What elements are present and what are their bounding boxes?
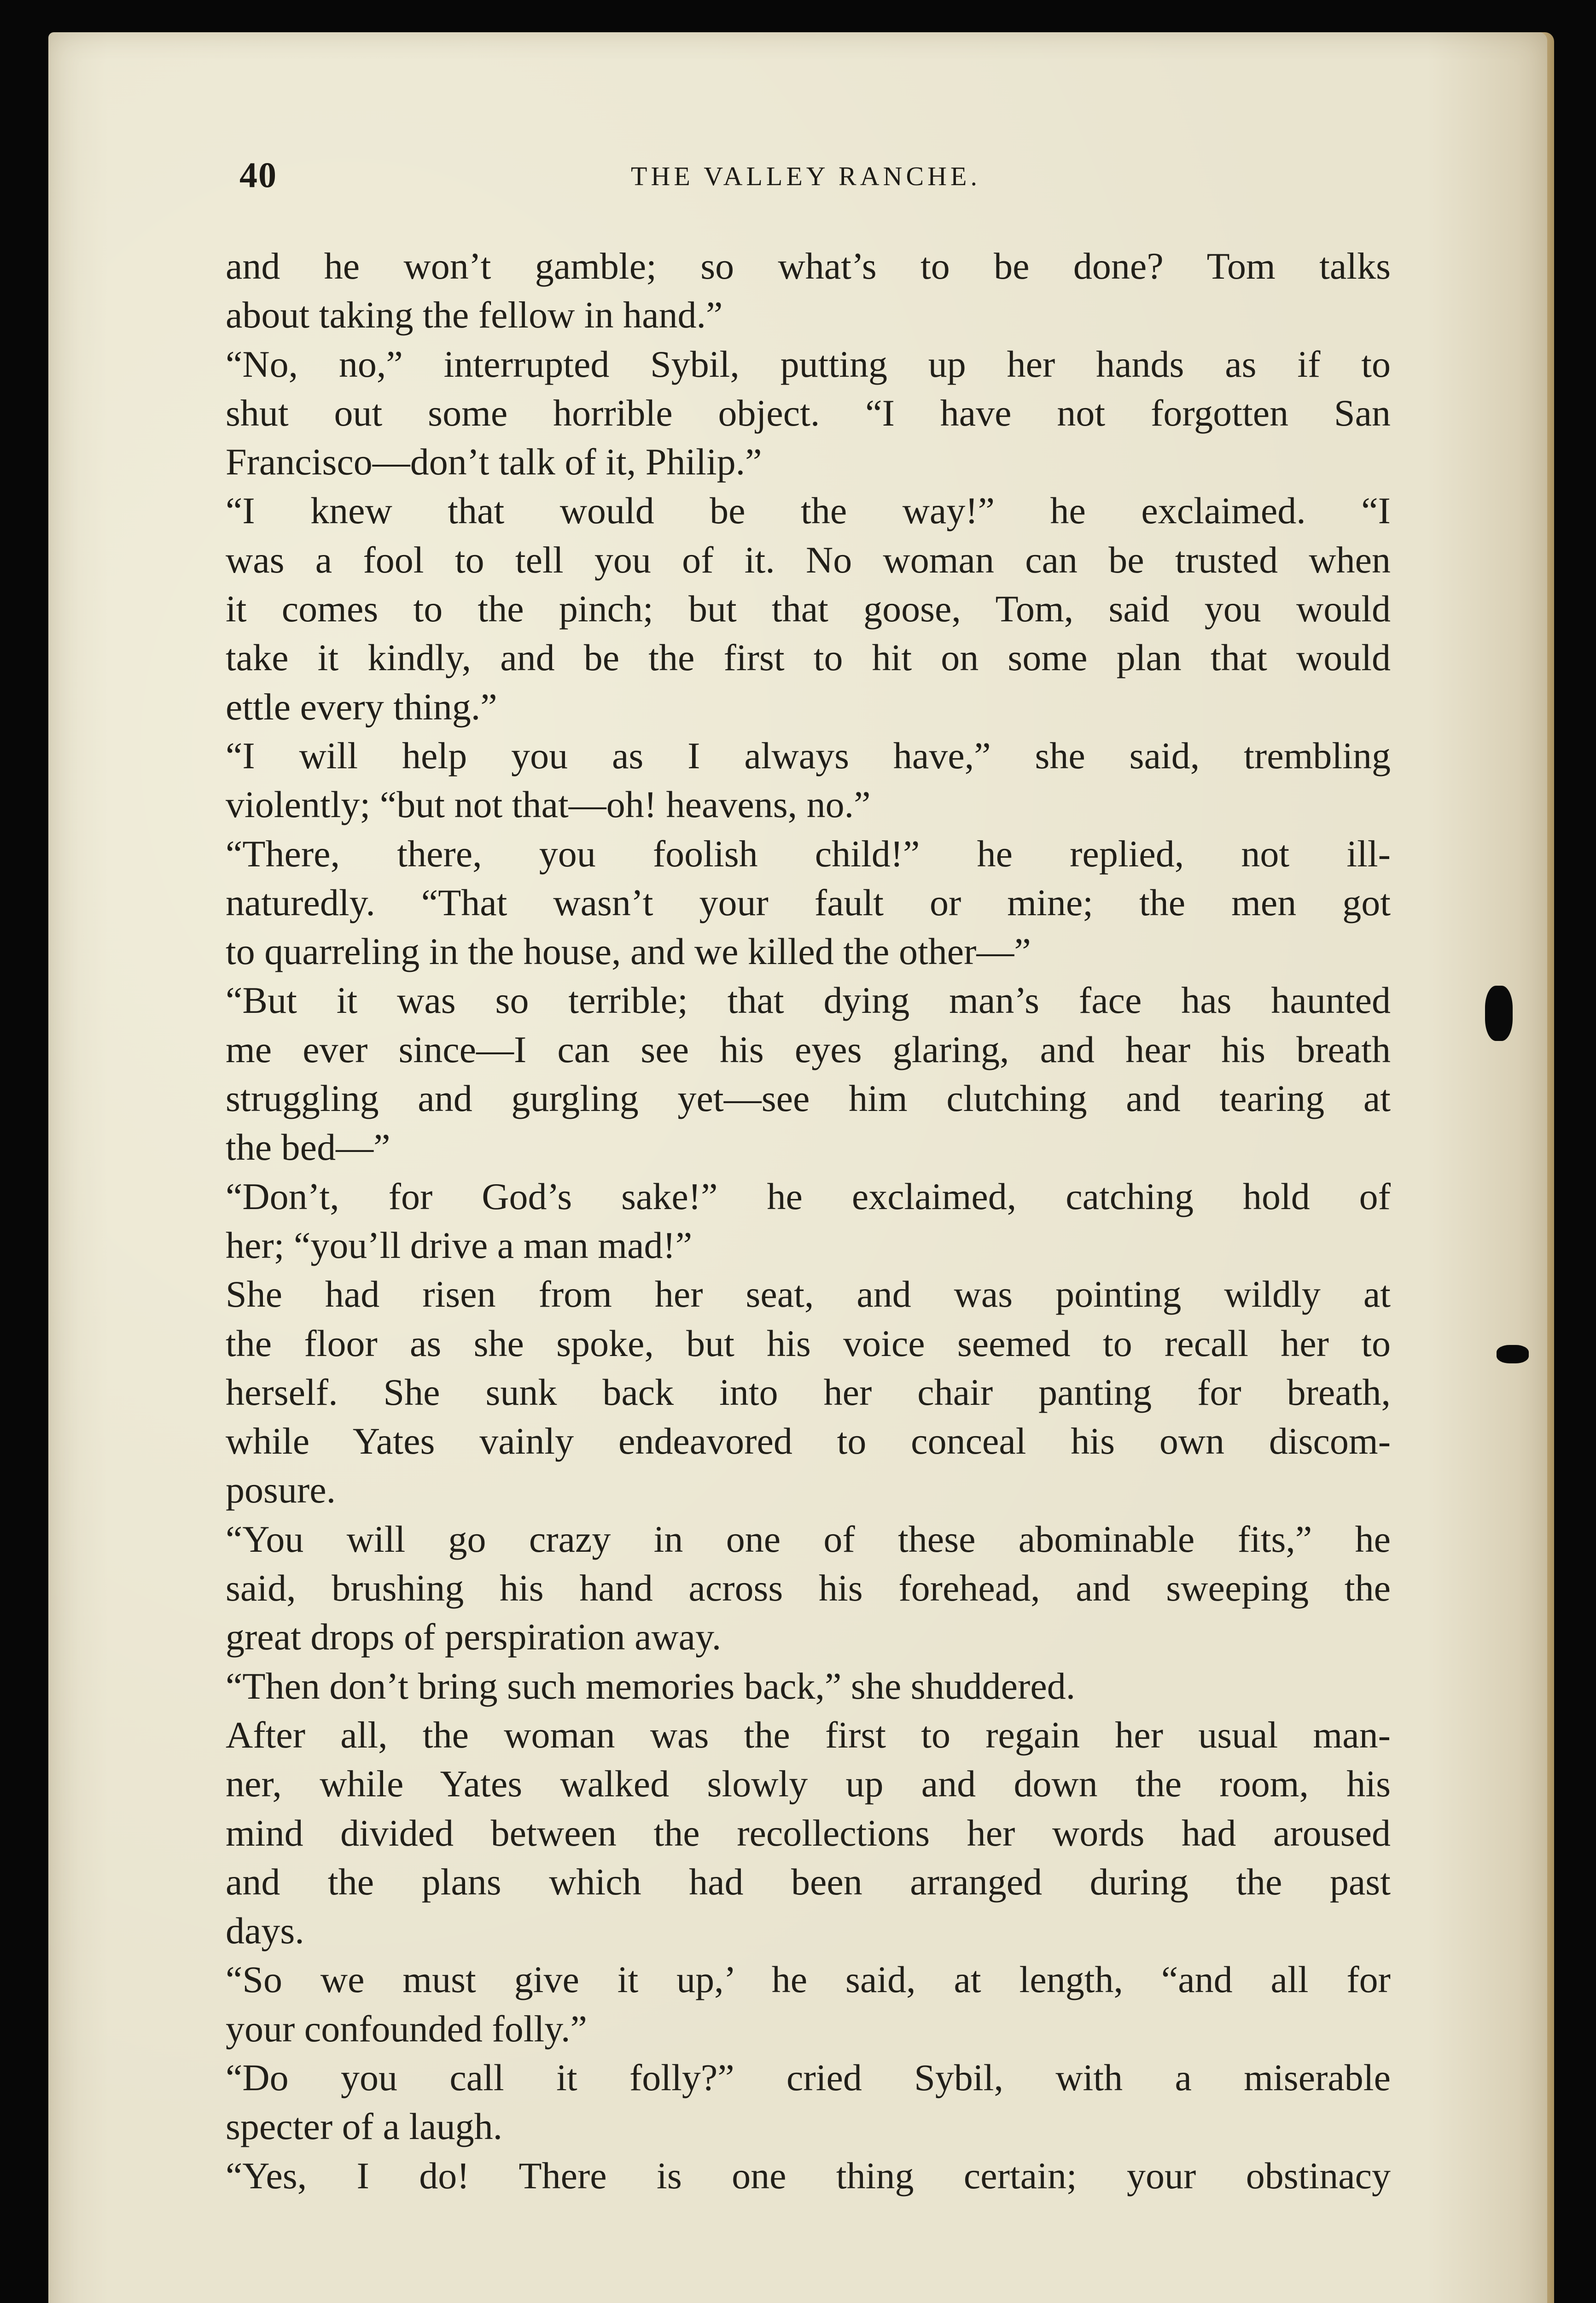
text-line: it comes to the pinch; but that goose, Tom, said you would bbox=[226, 588, 1391, 630]
text-line: specter of a laugh. bbox=[226, 2105, 503, 2148]
text-line: shut out some horrible object. “I have not forgotten San bbox=[226, 392, 1391, 434]
text-line: the bed—” bbox=[226, 1126, 390, 1169]
text-line: “You will go crazy in one of these abominable fits,” he bbox=[226, 1518, 1391, 1560]
text-line: about taking the fellow in hand.” bbox=[226, 294, 723, 336]
text-line: posure. bbox=[226, 1469, 336, 1511]
text-line: me ever since—I can see his eyes glaring, and hear his breath bbox=[226, 1028, 1391, 1070]
text-line: the floor as she spoke, but his voice seemed to recall her to bbox=[226, 1322, 1391, 1364]
text-line: “Don’t, for God’s sake!” he exclaimed, catching hold of bbox=[226, 1175, 1391, 1217]
text-line: “Then don’t bring such memories back,” she shuddered. bbox=[226, 1665, 1076, 1707]
text-line: and he won’t gamble; so what’s to be done? Tom talks bbox=[226, 245, 1391, 287]
text-line: while Yates vainly endeavored to conceal his own discom- bbox=[226, 1420, 1391, 1462]
binding-hole bbox=[1485, 986, 1513, 1041]
text-line: mind divided between the recollections her words had aroused bbox=[226, 1812, 1391, 1854]
text-line: take it kindly, and be the first to hit on some plan that would bbox=[226, 637, 1391, 679]
binding-hole bbox=[1497, 1345, 1529, 1363]
text-line: ettle every thing.” bbox=[226, 685, 497, 728]
text-line: After all, the woman was the first to regain her usual man- bbox=[226, 1713, 1391, 1756]
text-line: “I will help you as I always have,” she said, trembling bbox=[226, 734, 1391, 777]
text-line: “So we must give it up,’ he said, at length, “and all for bbox=[226, 1958, 1391, 2001]
text-line: ner, while Yates walked slowly up and down the room, his bbox=[226, 1763, 1391, 1805]
text-line: violently; “but not that—oh! heavens, no.” bbox=[226, 783, 871, 826]
text-line: “I knew that would be the way!” he exclaimed. “I bbox=[226, 490, 1391, 532]
text-line: struggling and gurgling yet—see him clutching and tearing at bbox=[226, 1077, 1391, 1120]
text-line: your confounded folly.” bbox=[226, 2007, 587, 2050]
text-line: said, brushing his hand across his forehead, and sweeping the bbox=[226, 1567, 1391, 1609]
text-line: was a fool to tell you of it. No woman can be trusted when bbox=[226, 538, 1391, 581]
text-line: She had risen from her seat, and was pointing wildly at bbox=[226, 1273, 1391, 1315]
text-line: “Yes, I do! There is one thing certain; your obstinacy bbox=[226, 2154, 1391, 2197]
text-line: “There, there, you foolish child!” he replied, not ill- bbox=[226, 832, 1391, 875]
text-line: naturedly. “That wasn’t your fault or mine; the men got bbox=[226, 881, 1391, 924]
text-line: to quarreling in the house, and we killed the other—” bbox=[226, 930, 1031, 973]
text-line: great drops of perspiration away. bbox=[226, 1616, 722, 1658]
running-head: THE VALLEY RANCHE. bbox=[631, 161, 981, 191]
text-line: “But it was so terrible; that dying man’s face has haunted bbox=[226, 979, 1391, 1022]
text-line: days. bbox=[226, 1910, 304, 1952]
text-line: “Do you call it folly?” cried Sybil, with a miserable bbox=[226, 2056, 1391, 2098]
page-header bbox=[239, 154, 1372, 205]
page-number: 40 bbox=[239, 155, 277, 195]
text-line: “No, no,” interrupted Sybil, putting up her hands as if to bbox=[226, 343, 1391, 385]
text-line: herself. She sunk back into her chair panting for breath, bbox=[226, 1371, 1391, 1413]
text-line: and the plans which had been arranged during the past bbox=[226, 1860, 1391, 1903]
text-line: Francisco—don’t talk of it, Philip.” bbox=[226, 441, 762, 483]
text-line: her; “you’ll drive a man mad!” bbox=[226, 1224, 693, 1266]
body-text bbox=[226, 242, 1391, 2200]
